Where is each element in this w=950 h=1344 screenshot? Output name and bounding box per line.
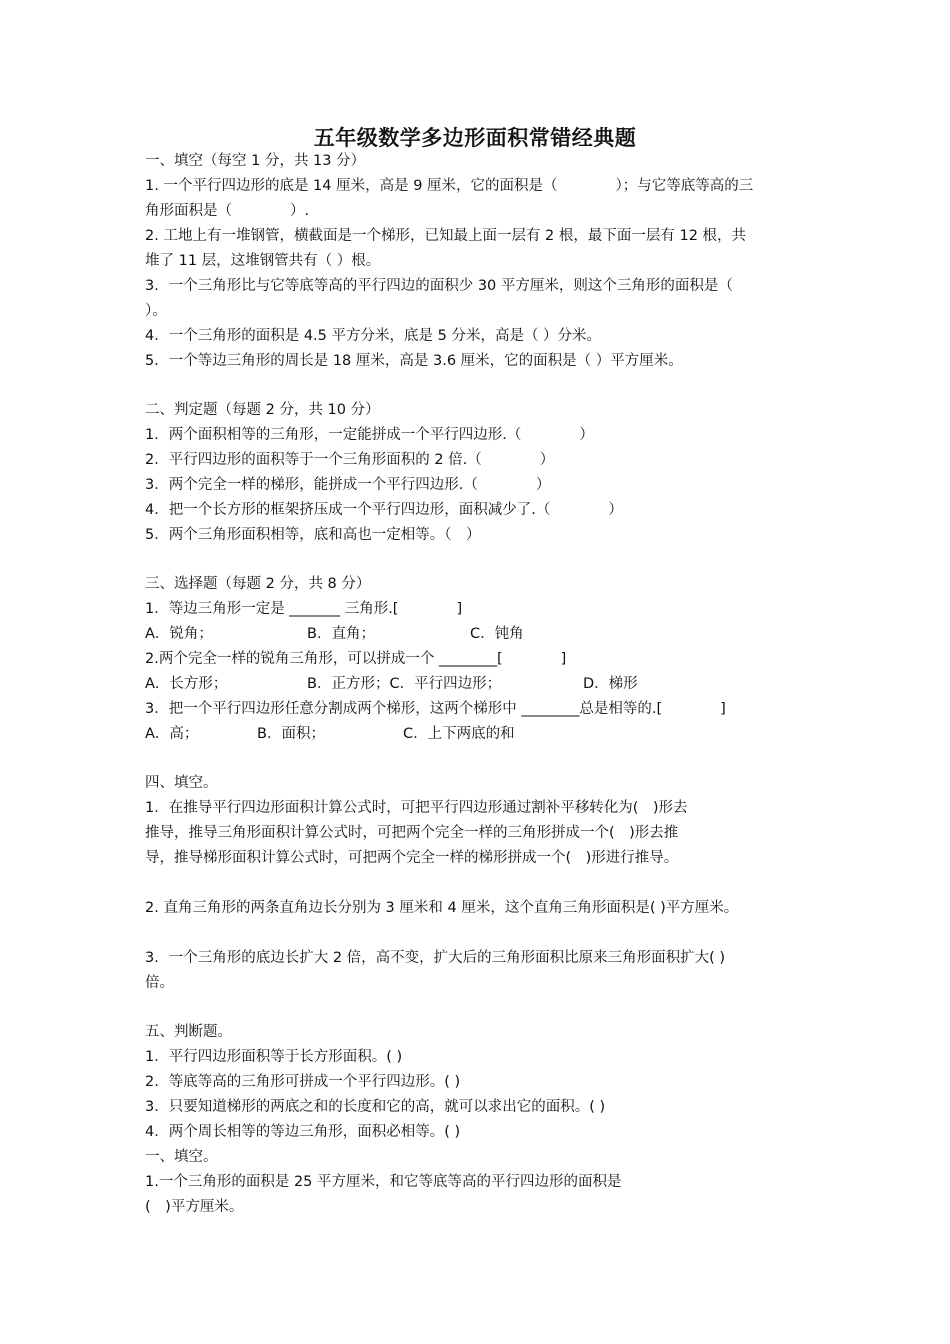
- section-heading-judge: 二、判定题（每题 2 分，共 10 分）: [145, 402, 380, 418]
- question-text: 4．一个三角形的面积是 4.5 平方分米，底是 5 分米，高是（ ）分米。: [145, 328, 602, 344]
- question-text: 1．两个面积相等的三角形，一定能拼成一个平行四边形.（ ）: [145, 427, 594, 443]
- question-text: 角形面积是（ ）.: [145, 203, 310, 219]
- question-text: 4．两个周长相等的等边三角形，面积必相等。( ): [145, 1124, 461, 1140]
- section-heading-judge2: 五、判断题。: [145, 1024, 232, 1040]
- question-text: 2. 直角三角形的两条直角边长分别为 3 厘米和 4 厘米，这个直角三角形面积是( )平方厘米。: [145, 900, 739, 916]
- question-text: 推导，推导三角形面积计算公式时，可把两个完全一样的三角形拼成一个( )形去推: [145, 825, 679, 841]
- option-c: C．上下两底的和: [403, 726, 515, 742]
- option-a: A．长方形；: [145, 676, 228, 692]
- question-text: 2. 工地上有一堆钢管，横截面是一个梯形，已知最上面一层有 2 根，最下面一层有 12 根，共: [145, 228, 747, 244]
- question-text: 堆了 11 层，这堆钢管共有（ ）根。: [145, 253, 381, 269]
- question-text: 3．一个三角形的底边长扩大 2 倍，高不变，扩大后的三角形面积比原来三角形面积扩大( ): [145, 950, 726, 966]
- section-heading-fill2: 四、填空。: [145, 775, 218, 791]
- question-text: 1. 一个平行四边形的底是 14 厘米，高是 9 厘米，它的面积是（ ）；与它等底等高的三: [145, 178, 754, 194]
- question-text: 2．等底等高的三角形可拼成一个平行四边形。( ): [145, 1074, 461, 1090]
- option-a: A．高；: [145, 726, 199, 742]
- option-c: C．钝角: [470, 626, 524, 642]
- question-text: 导，推导梯形面积计算公式时，可把两个完全一样的梯形拼成一个( )形进行推导。: [145, 850, 679, 866]
- option-d: D．梯形: [583, 676, 638, 692]
- option-b: B．直角；: [307, 626, 375, 642]
- question-text: 1．等边三角形一定是 _______ 三角形.[ ]: [145, 601, 463, 617]
- question-text: 3．把一个平行四边形任意分割成两个梯形，这两个梯形中 ________总是相等的.[ ]: [145, 701, 726, 717]
- section-heading-fill: 一、填空（每空 1 分，共 13 分）: [145, 153, 366, 169]
- question-text: 2．平行四边形的面积等于一个三角形面积的 2 倍.（ ）: [145, 452, 555, 468]
- question-text: ）。: [145, 303, 167, 319]
- question-text: 3．只要知道梯形的两底之和的长度和它的高，就可以求出它的面积。( ): [145, 1099, 606, 1115]
- question-text: 倍。: [145, 975, 174, 991]
- question-text: 3．一个三角形比与它等底等高的平行四边的面积少 30 平方厘米，则这个三角形的面积是（: [145, 278, 733, 294]
- option-b: B．面积；: [257, 726, 325, 742]
- option-bc: B．正方形；C．平行四边形；: [307, 676, 502, 692]
- document-title: 五年级数学多边形面积常错经典题: [313, 126, 637, 150]
- question-text: 5．两个三角形面积相等，底和高也一定相等。（ ）: [145, 527, 481, 543]
- question-text: 3．两个完全一样的梯形，能拼成一个平行四边形.（ ）: [145, 477, 551, 493]
- option-a: A．锐角；: [145, 626, 213, 642]
- question-text: 4．把一个长方形的框架挤压成一个平行四边形，面积减少了.（ ）: [145, 502, 623, 518]
- question-text: 2.两个完全一样的锐角三角形，可以拼成一个 ________[ ]: [145, 651, 567, 667]
- question-text: 1.一个三角形的面积是 25 平方厘米，和它等底等高的平行四边形的面积是: [145, 1174, 622, 1190]
- question-text: 5．一个等边三角形的周长是 18 厘米，高是 3.6 厘米，它的面积是（ ）平方厘米。: [145, 353, 683, 369]
- section-heading-choice: 三、选择题（每题 2 分，共 8 分）: [145, 576, 371, 592]
- section-heading-fill3: 一、填空。: [145, 1149, 218, 1165]
- question-text: 1．在推导平行四边形面积计算公式时，可把平行四边形通过割补平移转化为( )形去: [145, 800, 688, 816]
- question-text: ( )平方厘米。: [145, 1199, 244, 1215]
- question-text: 1．平行四边形面积等于长方形面积。( ): [145, 1049, 403, 1065]
